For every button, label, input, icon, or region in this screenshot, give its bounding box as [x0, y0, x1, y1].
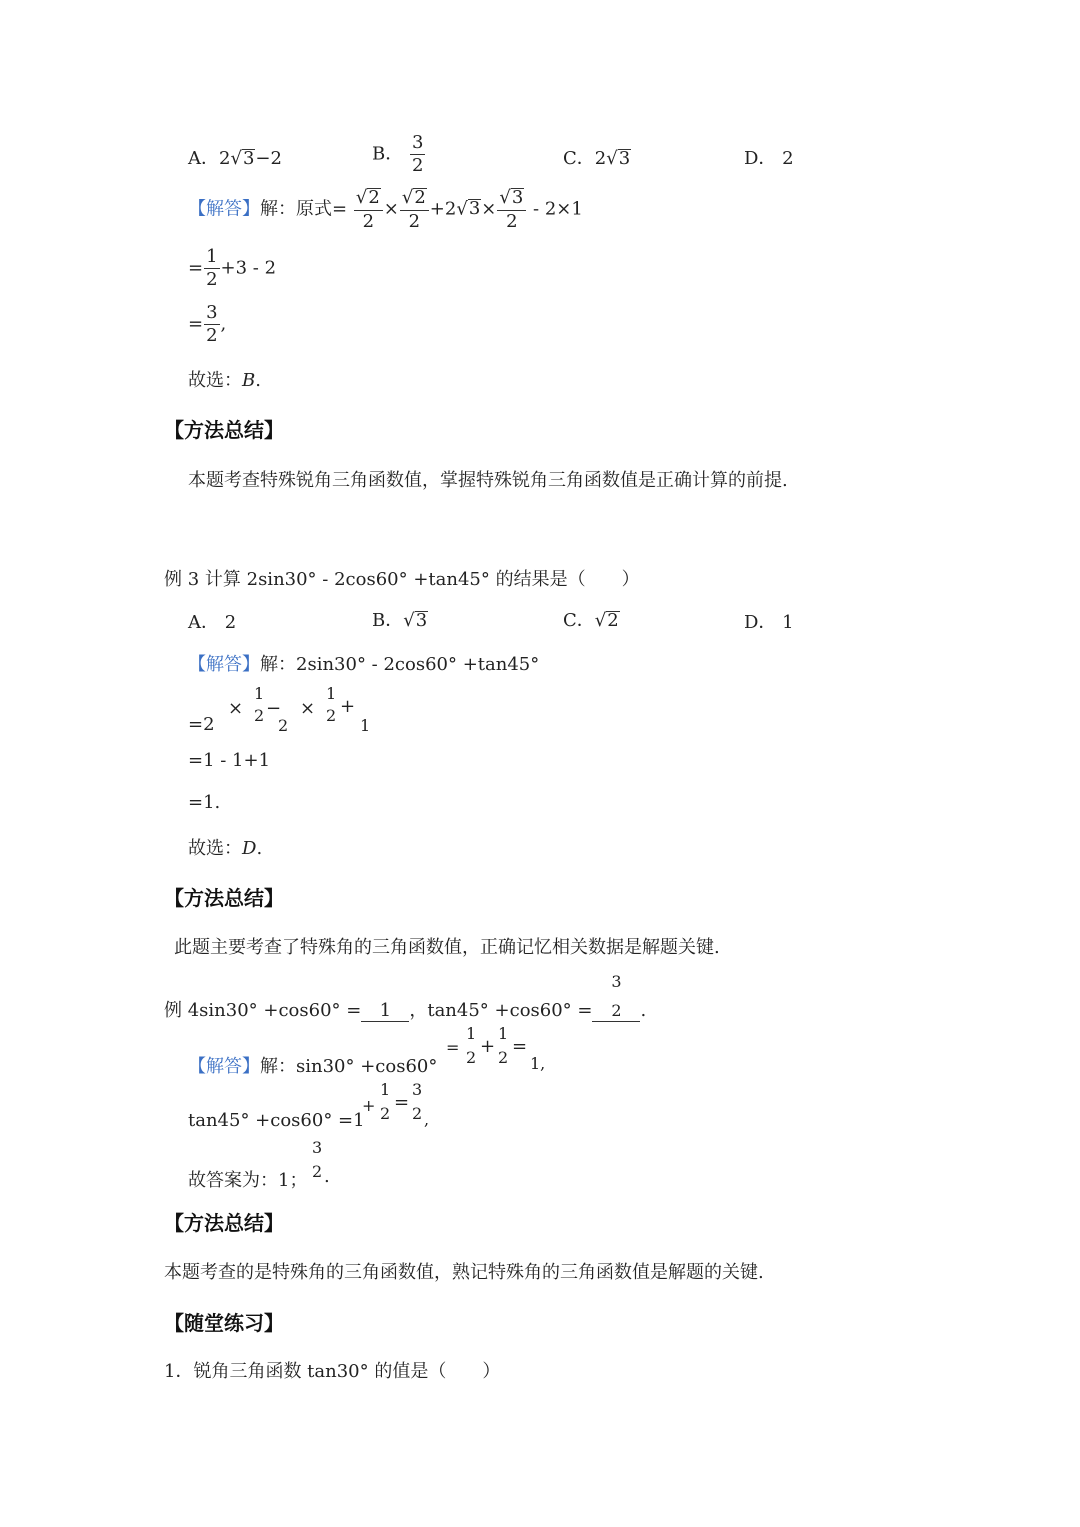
fraction: $\frac{√2}{2}$	[400, 188, 429, 231]
ex3-option-d: D． 1	[744, 612, 794, 633]
sqrt-icon: √	[594, 610, 607, 631]
answer-blank-1: 1	[361, 1000, 409, 1022]
ex4-solution-line2: tan45° +cos60° =1 + 1 2 = 3 2 ,	[188, 1080, 430, 1131]
fraction: 3 2	[312, 1138, 323, 1181]
ex3-choice: 故选：D.	[188, 838, 263, 859]
ex2-solution-line3: = $\frac{3}{2}$ ,	[188, 302, 227, 346]
fraction: $\frac{√2}{2}$	[354, 188, 383, 231]
ex2-option-d: D． 2	[744, 148, 794, 169]
fraction: $\frac{1}{2}$	[206, 246, 218, 290]
ex3-option-c: C．√2	[563, 610, 619, 631]
fraction: 1 2	[466, 1024, 477, 1067]
summary-text-3: 本题考查的是特殊角的三角函数值，熟记特殊角的三角函数值是解题的关键.	[164, 1262, 764, 1283]
answer-tag: 【解答】	[188, 654, 260, 675]
sqrt-icon: √	[403, 610, 415, 631]
summary-heading-2: 【方法总结】	[164, 886, 284, 910]
ex3-solution-line3: =1.	[188, 792, 221, 813]
practice-question-1: 1．锐角三角函数 tan30° 的值是（ ）	[164, 1361, 501, 1382]
ex2-option-a: A．2√3−2	[188, 148, 282, 169]
fraction: 1 2	[326, 684, 337, 725]
answer-tag: 【解答】	[188, 198, 260, 220]
summary-text-1: 本题考查特殊锐角三角函数值，掌握特殊锐角三角函数值是正确计算的前提.	[188, 470, 788, 491]
ex2-option-b: B． $\frac{3}{2}$	[372, 132, 424, 176]
ex2-choice: 故选：B.	[188, 370, 261, 391]
summary-heading-3: 【方法总结】	[164, 1211, 284, 1235]
fraction: $\frac{3}{2}$	[206, 302, 218, 346]
ex4-solution-line1: 【解答】解：sin30° +cos60° = 1 2 + 1 2 = 1,	[188, 1024, 546, 1077]
ex4-answer: 故答案为：1； 3 2 .	[188, 1138, 330, 1191]
summary-text-2: 此题主要考查了特殊角的三角函数值，正确记忆相关数据是解题关键.	[174, 937, 720, 958]
summary-heading-1: 【方法总结】	[164, 418, 284, 442]
fraction: 3 2	[412, 1080, 423, 1123]
answer-blank-2: 3 2	[592, 1000, 640, 1022]
fraction: $\frac{√3}{2}$	[497, 188, 526, 231]
sqrt-icon: √	[606, 148, 618, 169]
fraction: 1 2	[498, 1024, 509, 1067]
ex2-option-c: C．2√3	[563, 148, 631, 169]
sqrt-icon: √	[230, 148, 242, 169]
ex3-option-a: A． 2	[188, 612, 237, 633]
ex3-question: 例 3 计算 2sin30° - 2cos60° +tan45° 的结果是（ ）	[164, 569, 640, 590]
ex4-question: 例 4sin30° +cos60° = 1 ，tan45° +cos60° = 3 2 .	[164, 972, 647, 1021]
fraction: 1 2	[254, 684, 265, 725]
ex3-solution-line0: 【解答】解：2sin30° - 2cos60° +tan45°	[188, 654, 540, 675]
answer-tag: 【解答】	[188, 1056, 260, 1077]
fraction: $\frac{3}{2}$	[411, 132, 424, 176]
ex3-option-b: B．√3	[372, 610, 428, 631]
ex2-solution-line2: = $\frac{1}{2}$ +3 - 2	[188, 246, 277, 290]
ex3-solution-line2: =1 - 1+1	[188, 750, 271, 771]
practice-heading: 【随堂练习】	[164, 1311, 284, 1335]
ex2-solution-line1: 【解答】解：原式= $\frac{√2}{2}$ × $\frac{√2}{2}$ +2√3× $\frac{√3}{2}$ - 2×1	[188, 187, 583, 232]
fraction: 1 2	[380, 1080, 391, 1123]
